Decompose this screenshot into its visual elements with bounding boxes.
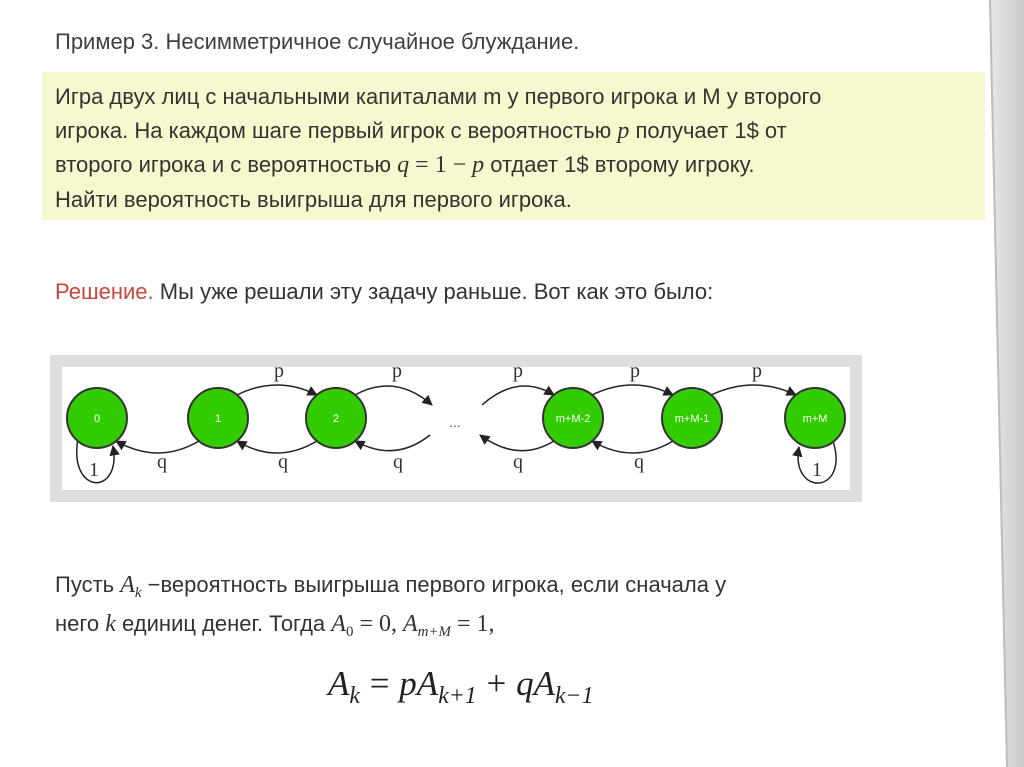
state-node-label: m+M	[802, 413, 828, 425]
math-q: q	[397, 152, 410, 178]
formula-subscript: k+1	[438, 682, 477, 709]
state-node-label: m+M-1	[674, 413, 710, 425]
definition-text: Пусть	[55, 572, 121, 597]
forward-probability-label: p	[752, 360, 762, 382]
math-k: k	[105, 611, 116, 637]
formula-var: A	[533, 664, 555, 703]
math-A: A	[402, 611, 418, 637]
problem-text: второго игрока и с вероятностью	[55, 152, 398, 177]
state-node-label: 0	[93, 413, 101, 425]
problem-line-3	[55, 148, 985, 183]
self-loop-label: 1	[812, 459, 822, 481]
math-p: p	[617, 117, 630, 144]
formula-plus: +	[486, 664, 507, 703]
formula-var: A	[416, 664, 439, 703]
problem-text: получает 1$ от	[629, 117, 787, 143]
slide-title: Пример 3. Несимметричное случайное блуждание.	[55, 29, 580, 54]
backward-probability-label: q	[278, 451, 288, 473]
math-A: A	[331, 611, 346, 637]
problem-text: игрока. На каждом шаге первый игрок с вероятностью	[55, 117, 618, 143]
problem-line-4: Найти вероятность выигрыша для первого игрока.	[55, 186, 572, 212]
formula-coef: p	[399, 664, 417, 703]
problem-line-2	[55, 114, 985, 149]
definition-text: него	[55, 611, 106, 636]
definition-line-2	[55, 606, 726, 645]
definition-line-1	[55, 567, 726, 606]
backward-probability-label: q	[634, 451, 644, 473]
formula-subscript: k−1	[554, 682, 594, 709]
formula-var: A	[328, 664, 350, 703]
backward-probability-label: q	[157, 451, 167, 473]
formula-equals: =	[369, 664, 390, 703]
definition-text: единиц денег. Тогда	[115, 611, 332, 636]
math-equals-zero: = 0,	[353, 611, 403, 637]
solution-line	[55, 278, 713, 306]
math-A: A	[120, 572, 135, 598]
forward-probability-label: p	[274, 360, 284, 382]
problem-statement-box	[42, 72, 985, 220]
forward-probability-label: p	[392, 360, 402, 382]
definition-block	[55, 567, 726, 645]
solution-text: Мы уже решали эту задачу раньше. Вот как это было:	[153, 279, 714, 304]
math-equals-one-minus: = 1 −	[409, 152, 473, 178]
math-equals-one: = 1,	[451, 611, 495, 637]
math-subscript-m-plus-M: m+M	[417, 623, 452, 640]
formula-coef: q	[516, 664, 534, 703]
backward-probability-label: q	[393, 451, 403, 473]
math-subscript-0: 0	[345, 623, 354, 640]
state-node-label: 1	[214, 413, 222, 425]
math-p: p	[472, 152, 485, 178]
self-loop-label: 1	[89, 459, 99, 481]
state-node-label: 2	[332, 413, 340, 425]
backward-probability-label: q	[513, 451, 523, 473]
solution-label: Решение.	[55, 279, 154, 304]
state-node-label: m+M-2	[555, 413, 591, 425]
formula-subscript: k	[349, 682, 360, 709]
random-walk-diagram	[50, 355, 862, 502]
forward-probability-label: p	[630, 360, 640, 382]
problem-line-1: Игра двух лиц с начальными капиталами m у первого игрока и M у второго	[55, 84, 822, 109]
math-subscript-k: k	[134, 584, 142, 601]
definition-text: −вероятность выигрыша первого игрока, если сначала у	[141, 572, 727, 597]
forward-probability-label: p	[513, 360, 523, 382]
ellipsis-label: ...	[449, 414, 461, 430]
problem-text: отдает 1$ второму игроку.	[484, 152, 755, 177]
recurrence-formula	[328, 662, 593, 710]
